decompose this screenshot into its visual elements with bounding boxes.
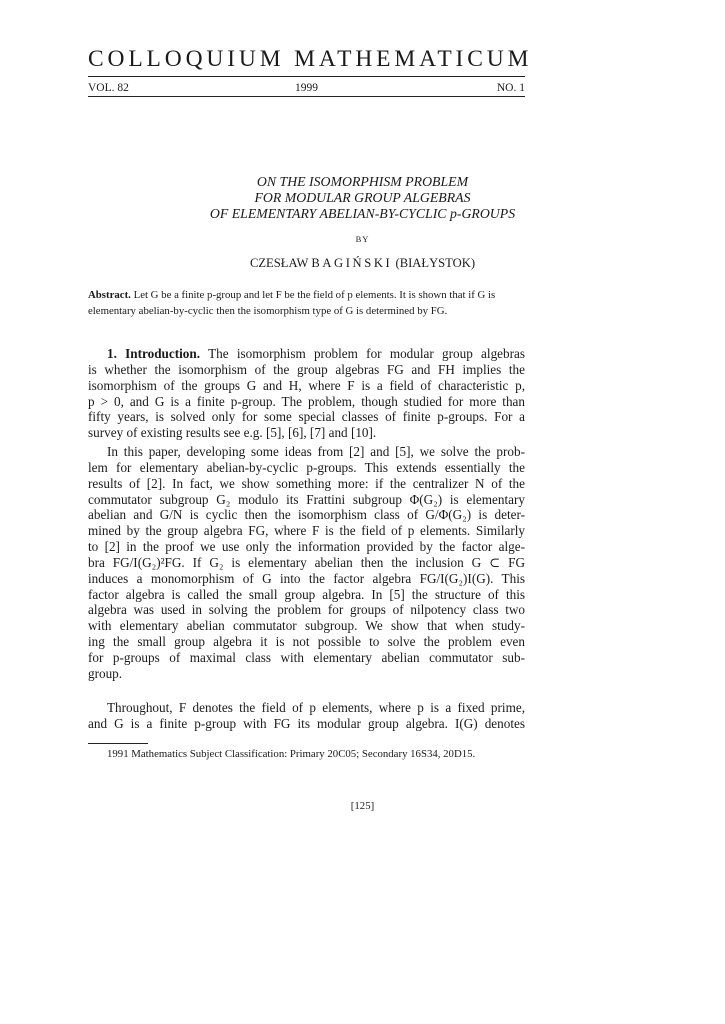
text-line: mined by the group algebra FG, where F is the field of p elements. Similarly (88, 523, 525, 539)
paper-title-line-3: OF ELEMENTARY ABELIAN-BY-CYCLIC p-GROUPS (209, 206, 516, 221)
text-line: algebra was used in solving the problem for groups of nilpotency class two (88, 602, 525, 618)
text-line: p > 0, and G is a finite p-group. The problem, though studied for more than (88, 393, 525, 409)
text-line: survey of existing results see e.g. [5], [6], [7] and [10]. (88, 425, 377, 441)
volume: VOL. 82 (88, 82, 129, 94)
year: 1999 (295, 82, 318, 94)
abstract (88, 288, 525, 320)
text-line: and G is a finite p-group with FG its modular group algebra. I(G) denotes (88, 715, 525, 731)
header-rule-bottom (88, 96, 525, 97)
author-first-name: CZESŁAW (249, 256, 309, 270)
text-line: ing the small group algebra it is not possible to solve the problem even (88, 634, 525, 650)
footnote: 1991 Mathematics Subject Classification: Primary 20C05; Secondary 16S34, 20D15. (107, 748, 476, 760)
text-line: commutator subgroup G₂ modulo its Frattini subgroup Φ(G₂) is elementary (88, 491, 525, 507)
journal-title: COLLOQUIUM MATHEMATICUM (88, 46, 533, 72)
text-line: isomorphism of the groups G and H, where F is a field of characteristic p, (88, 377, 525, 393)
text-line: bra FG/I(G₂)²FG. If G₂ is elementary abelian then the inclusion G ⊂ FG (88, 554, 525, 570)
text-line: factor algebra is called the small group algebra. In [5] the structure of this (88, 586, 525, 602)
text-line: induces a monomorphism of G into the factor algebra FG/I(G₂)I(G). This (88, 570, 525, 586)
text-line: is whether the isomorphism of the group algebras FG and FH implies the (88, 361, 525, 377)
section-heading: 1. Introduction. (107, 346, 201, 361)
text-line: 1. Introduction. The isomorphism problem for modular group algebras (107, 346, 525, 361)
text-line: In this paper, developing some ideas from [2] and [5], we solve the prob- (107, 444, 525, 459)
text-line: to [2] in the proof we use only the information provided by the factor alge- (88, 539, 525, 555)
header-rule-top (88, 76, 525, 77)
author-last-name: BAGIŃSKI (311, 256, 393, 270)
text-line: results of [2]. In fact, we show something more: if the centralizer N of the (88, 475, 525, 491)
paper-title-line-1: ON THE ISOMORPHISM PROBLEM (256, 174, 469, 189)
text-line: Throughout, F denotes the field of p elements, where p is a fixed prime, (107, 700, 525, 715)
footnote-rule (88, 743, 148, 744)
text-line: group. (88, 665, 123, 681)
by-label: BY (355, 234, 370, 244)
paper-title-line-2: FOR MODULAR GROUP ALGEBRAS (254, 190, 471, 205)
author-affiliation: (BIAŁYSTOK) (395, 256, 476, 270)
abstract-label: Abstract. (88, 289, 131, 301)
issue-number: NO. 1 (496, 82, 525, 94)
page-number: [125] (350, 800, 375, 812)
text-line: abelian and G/N is cyclic then the isomorphism class of G/Φ(G₂) is deter- (88, 507, 525, 523)
introduction-paragraph-3 (88, 700, 525, 732)
abstract-text: Let G be a finite p-group and let F be the field of p elements. It is shown that if G is elementary abelian-by-cyclic then the isomorphism type of G is determined by FG. (88, 289, 496, 317)
text-line: with elementary abelian commutator subgroup. We show that when study- (88, 618, 525, 634)
text-line: for p-groups of maximal class with elementary abelian commutator sub- (88, 649, 525, 665)
text-line: lem for elementary abelian-by-cyclic p-groups. This extends essentially the (88, 459, 525, 475)
introduction-paragraph-1 (88, 346, 525, 441)
introduction-paragraph-2 (88, 444, 525, 682)
author-line (0, 256, 725, 271)
text-line: fifty years, is solved only for some special classes of finite p-groups. For a (88, 409, 525, 425)
